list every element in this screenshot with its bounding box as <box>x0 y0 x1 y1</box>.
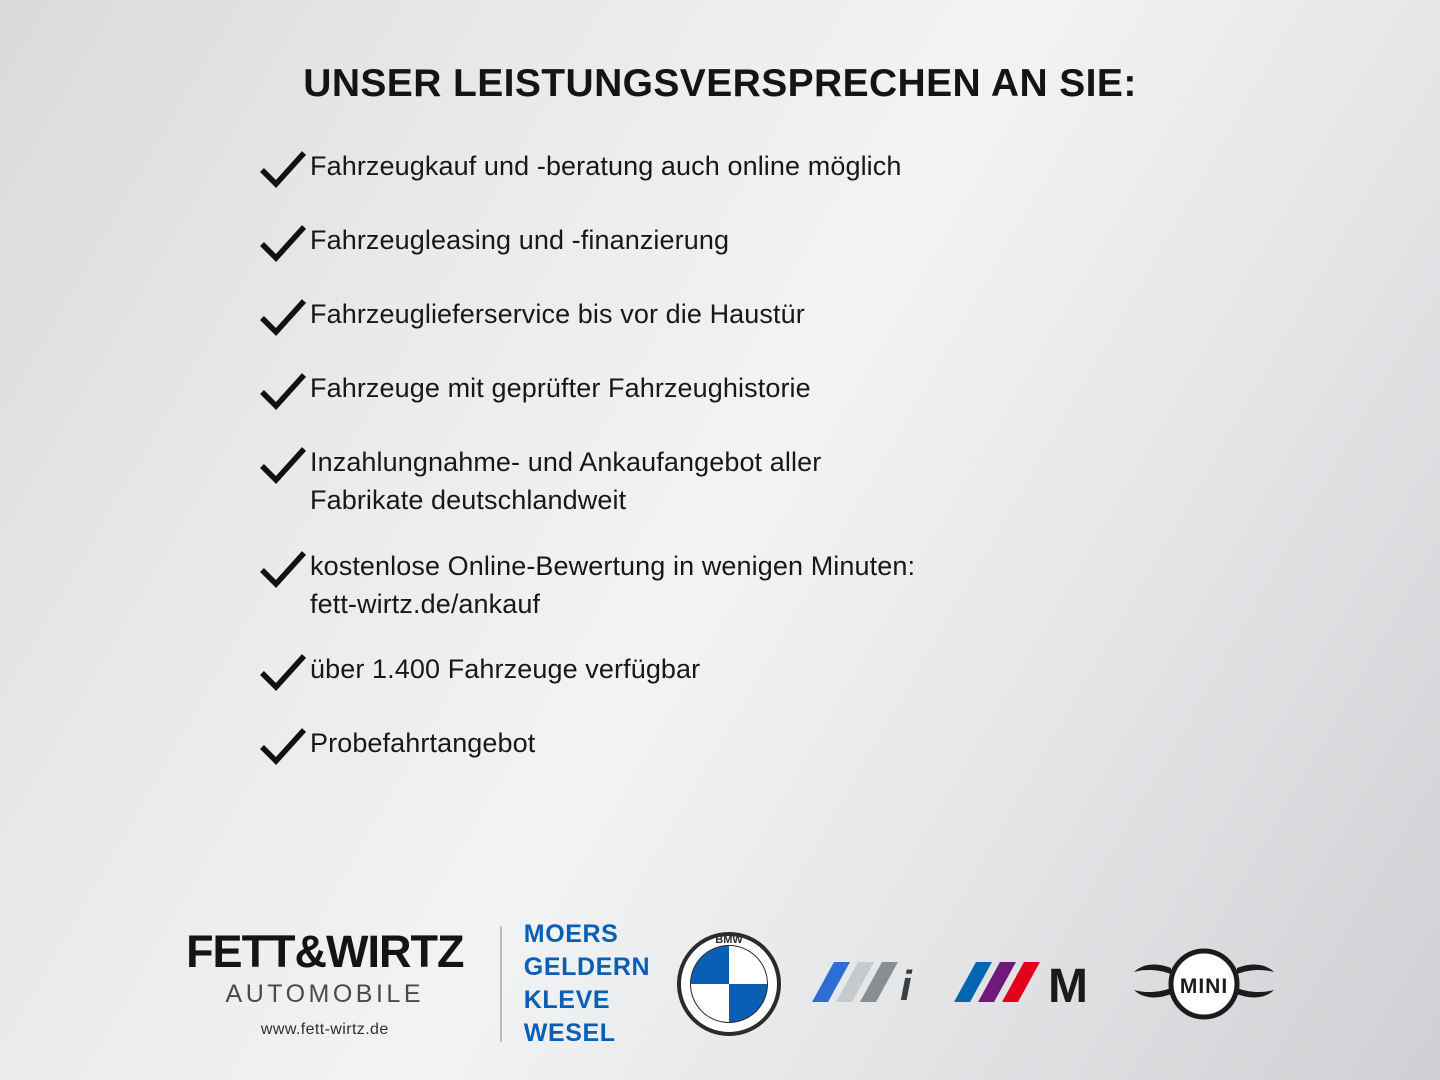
list-item <box>258 220 1258 268</box>
location-item: MOERS <box>523 920 619 948</box>
list-item <box>258 442 1258 520</box>
location-item: GELDERN <box>523 953 651 981</box>
list-item-label: Fahrzeuglieferservice bis vor die Haustür <box>310 299 805 329</box>
svg-text:i: i <box>900 961 913 1009</box>
location-item: KLEVE <box>523 986 611 1014</box>
dealer-subtitle: AUTOMOBILE <box>225 980 425 1009</box>
list-item-label: Fahrzeuge mit geprüfter Fahrzeughistorie <box>310 373 811 403</box>
check-icon <box>258 651 310 695</box>
dealer-website: www.fett-wirtz.de <box>260 1020 389 1038</box>
check-icon <box>258 548 310 592</box>
list-item-label: kostenlose Online-Bewertung in wenigen Minuten: fett-wirtz.de/ankauf <box>310 546 915 624</box>
list-item <box>258 368 1258 416</box>
footer-divider <box>500 926 502 1042</box>
bmw-i-badge-icon <box>806 952 924 1017</box>
promise-list <box>258 146 1258 797</box>
dealer-name: FETT&WIRTZ <box>186 926 464 978</box>
svg-text:BMW: BMW <box>715 934 743 946</box>
check-icon <box>258 296 310 340</box>
location-list <box>524 918 676 1050</box>
svg-text:MINI: MINI <box>1180 975 1229 998</box>
check-icon <box>258 370 310 414</box>
dealer-logo <box>160 926 498 1039</box>
list-item-label-line2: Fabrikate deutschlandweit <box>310 485 627 516</box>
list-item <box>258 146 1258 194</box>
list-item-label: über 1.400 Fahrzeuge verfügbar <box>310 654 701 685</box>
list-item-label: Probefahrtangebot <box>310 728 536 759</box>
location-item: WESEL <box>523 1019 616 1047</box>
check-icon <box>258 148 310 192</box>
check-icon <box>258 725 310 769</box>
footer-logo-bar <box>0 914 1440 1054</box>
list-item-label: Fahrzeugkauf und -beratung auch online möglich <box>310 151 902 181</box>
list-item <box>258 649 1258 697</box>
check-icon <box>258 444 310 488</box>
list-item <box>258 546 1258 624</box>
check-icon <box>258 222 310 266</box>
bmw-logo-icon <box>676 931 782 1037</box>
list-item <box>258 723 1258 771</box>
list-item-label: Fahrzeugleasing und -finanzierung <box>310 225 730 255</box>
list-item-label-line2: fett-wirtz.de/ankauf <box>310 588 541 619</box>
bmw-m-badge-icon <box>948 952 1098 1017</box>
bmw-m-badges <box>806 952 1098 1017</box>
list-item-label: Inzahlungnahme- und Ankaufangebot aller Fabrikate deutschlandweit <box>310 442 821 520</box>
mini-logo-icon <box>1128 938 1280 1030</box>
page-title: UNSER LEISTUNGSVERSPRECHEN AN SIE: <box>303 62 1137 105</box>
list-item <box>258 294 1258 342</box>
svg-text:M: M <box>1048 959 1089 1012</box>
